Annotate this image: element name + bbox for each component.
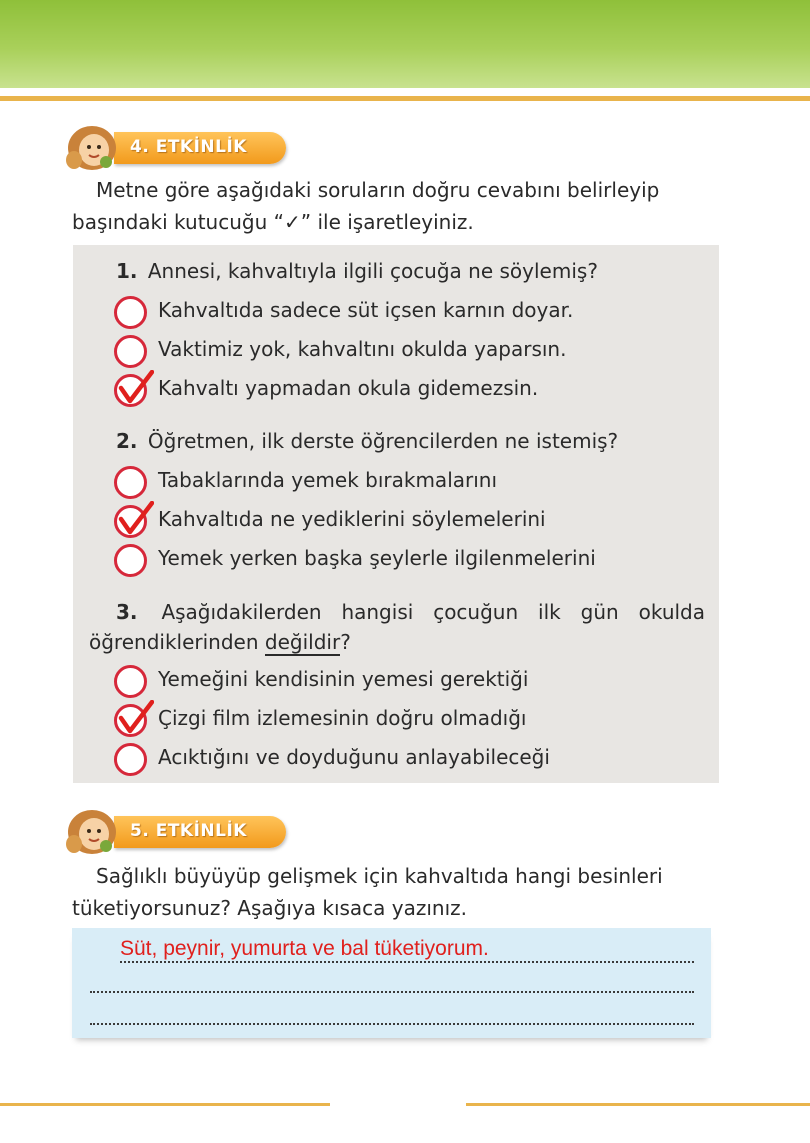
question-2-text: Öğretmen, ilk derste öğrencilerden ne istemiş? xyxy=(147,429,619,453)
question-1-option-1[interactable] xyxy=(114,294,704,328)
answer-circle[interactable] xyxy=(114,296,147,329)
activity-5-instruction-line1: Sağlıklı büyüyüp gelişmek için kahvaltıda hangi besinleri xyxy=(96,864,663,888)
option-text: Vaktimiz yok, kahvaltını okulda yaparsın. xyxy=(158,337,567,361)
activity-5-pill xyxy=(114,816,286,848)
question-1-title xyxy=(116,259,598,283)
question-3-option-2[interactable] xyxy=(114,702,704,736)
answer-dotted-line-3 xyxy=(90,1023,694,1025)
activity-4-pill xyxy=(114,132,286,164)
question-3-text-line2 xyxy=(89,630,351,656)
activity-4-instruction-line1: Metne göre aşağıdaki soruların doğru cevabını belirleyip xyxy=(96,178,660,202)
question-3-text-line1: Aşağıdakilerden hangisi çocuğun ilk gün okulda xyxy=(161,600,706,624)
option-text: Çizgi film izlemesinin doğru olmadığı xyxy=(158,706,527,730)
footer-line-left xyxy=(0,1103,330,1106)
question-3-keyword: değildir xyxy=(264,630,341,654)
question-3-option-3[interactable] xyxy=(114,741,704,775)
question-1-text: Annesi, kahvaltıyla ilgili çocuğa ne söylemiş? xyxy=(147,259,598,283)
activity-4-tag xyxy=(62,122,292,172)
option-text: Kahvaltı yapmadan okula gidemezsin. xyxy=(158,376,539,400)
header-band xyxy=(0,0,810,88)
activity-5-instruction xyxy=(72,860,722,924)
activity-4-instruction xyxy=(72,174,722,238)
option-text: Acıktığını ve doyduğunu anlayabileceği xyxy=(158,745,550,769)
footer-line-right xyxy=(466,1103,810,1106)
question-1-option-2[interactable] xyxy=(114,333,704,367)
question-3-title xyxy=(89,597,705,657)
question-2-number: 2. xyxy=(116,429,138,453)
answer-dotted-line-2 xyxy=(90,991,694,993)
option-text: Yemek yerken başka şeylerle ilgilenmelerini xyxy=(158,546,596,570)
mascot-girl-icon xyxy=(62,122,122,172)
activity-4-label: 4. ETKİNLİK xyxy=(130,137,247,157)
answer-circle[interactable] xyxy=(114,466,147,499)
red-checkmark-icon xyxy=(118,700,154,736)
answer-dotted-line-1 xyxy=(120,961,694,963)
red-checkmark-icon xyxy=(118,370,154,406)
question-1-number: 1. xyxy=(116,259,138,283)
activity-4-instruction-line2: başındaki kutucuğu “✓” ile işaretleyiniz. xyxy=(72,210,474,234)
answer-circle[interactable] xyxy=(114,335,147,368)
answer-circle[interactable] xyxy=(114,544,147,577)
activity-5-label: 5. ETKİNLİK xyxy=(130,821,247,841)
question-2-title xyxy=(116,429,618,453)
mascot-girl-icon xyxy=(62,806,122,856)
question-3-option-1[interactable] xyxy=(114,663,704,697)
option-text: Kahvaltıda sadece süt içsen karnın doyar. xyxy=(158,298,574,322)
option-text: Yemeğini kendisinin yemesi gerektiği xyxy=(158,667,529,691)
option-text: Tabaklarında yemek bırakmalarını xyxy=(158,468,498,492)
question-2-option-3[interactable] xyxy=(114,542,704,576)
header-divider-orange xyxy=(0,96,810,101)
answer-circle[interactable] xyxy=(114,665,147,698)
question-3-text-before: öğrendiklerinden xyxy=(89,630,265,654)
option-text: Kahvaltıda ne yediklerini söylemelerini xyxy=(158,507,546,531)
question-2-option-1[interactable] xyxy=(114,464,704,498)
answer-circle[interactable] xyxy=(114,743,147,776)
activity-5-tag xyxy=(62,806,292,856)
activity-5-instruction-line2: tüketiyorsunuz? Aşağıya kısaca yazınız. xyxy=(72,896,468,920)
question-3-text-after: ? xyxy=(340,630,351,654)
question-1-option-3[interactable] xyxy=(114,372,704,406)
question-2-option-2[interactable] xyxy=(114,503,704,537)
red-checkmark-icon xyxy=(118,501,154,537)
question-3-number: 3. xyxy=(116,600,138,624)
handwritten-answer: Süt, peynir, yumurta ve bal tüketiyorum. xyxy=(120,937,489,960)
header-divider-white xyxy=(0,88,810,94)
